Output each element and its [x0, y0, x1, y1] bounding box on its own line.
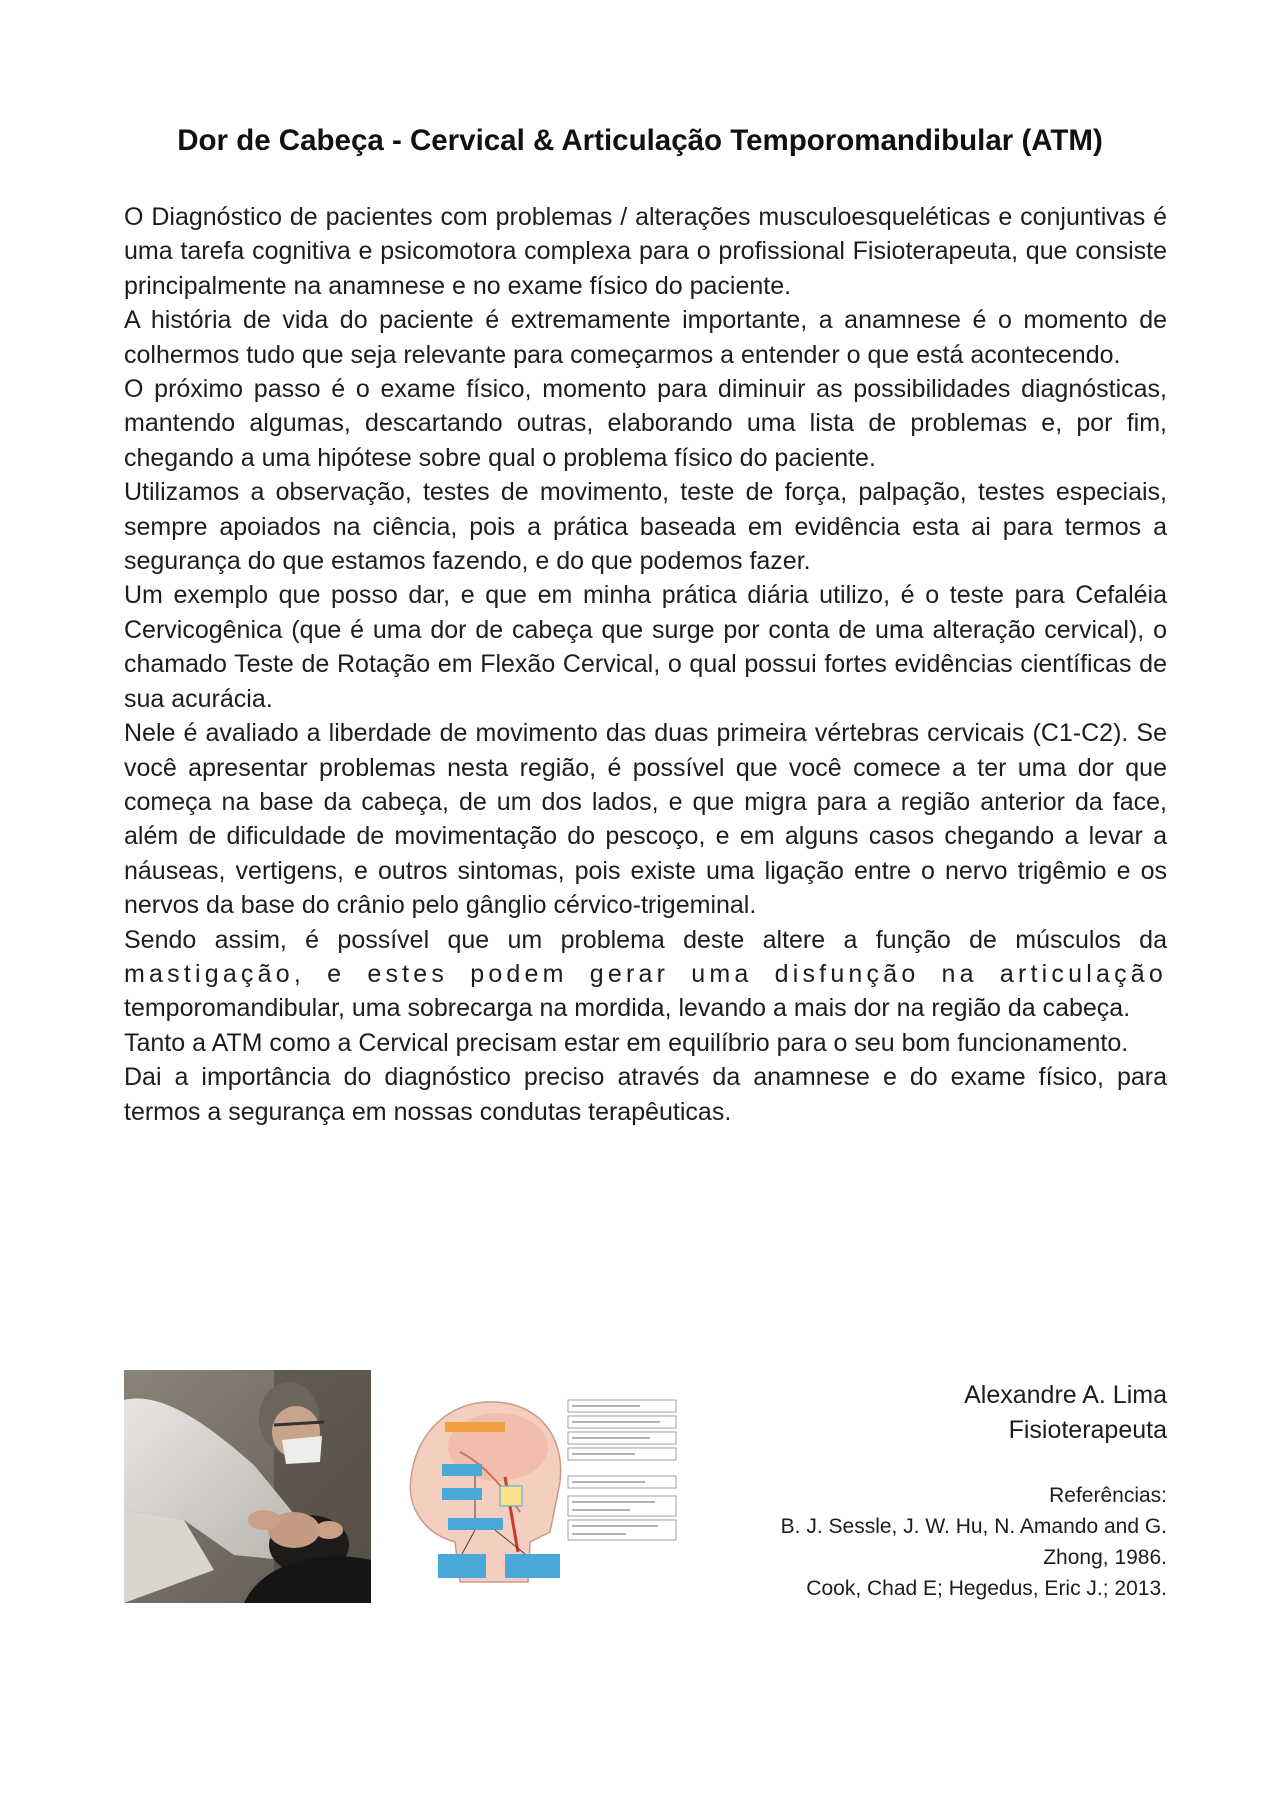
- paragraph: A história de vida do paciente é extremamente importante, a anamnese é o momento de colhermos tudo que seja relevante para começarmos a entender o que está acontecendo.: [124, 306, 1167, 369]
- reference-item: B. J. Sessle, J. W. Hu, N. Amando and G.: [780, 1515, 1167, 1538]
- paragraph-line: temporomandibular, uma sobrecarga na mordida, levando a mais dor na região da cabeça.: [124, 994, 1131, 1023]
- author-name: Alexandre A. Lima: [964, 1381, 1167, 1409]
- paragraph: O próximo passo é o exame físico, momento para diminuir as possibilidades diagnósticas, mantendo algumas, descartando outras, elaborando uma lista de problemas e, por fim, chegando a uma hipótese sobre qual o problema físico do paciente.: [124, 375, 1167, 472]
- references: [707, 1480, 1167, 1604]
- examination-photo: [124, 1370, 371, 1603]
- references-heading: Referências:: [1049, 1484, 1167, 1507]
- trigeminocervical-diagram: [400, 1392, 685, 1597]
- document-body: [124, 200, 1167, 1129]
- paragraph: [124, 923, 1167, 1026]
- paragraph: Dai a importância do diagnóstico preciso através da anamnese e do exame físico, para termos a segurança em nossas condutas terapêuticas.: [124, 1063, 1167, 1126]
- reference-item: Cook, Chad E; Hegedus, Eric J.; 2013.: [806, 1577, 1167, 1600]
- paragraph: Nele é avaliado a liberdade de movimento das duas primeira vértebras cervicais (C1-C2). Se você apresentar problemas nesta região, é possível que você comece a ter uma dor que começa na base da cabeça, de um dos lados, e que migra para a região anterior da face, além de dificuldade de movimentação do pescoço, e em alguns casos chegando a levar a náuseas, vertigens, e outros sintomas, pois existe uma ligação entre o nervo trigêmio e os nervos da base do crânio pelo gânglio cérvico-trigeminal.: [124, 719, 1167, 920]
- author-role: Fisioterapeuta: [1008, 1415, 1167, 1444]
- author-block: [964, 1378, 1167, 1447]
- paragraph: Um exemplo que posso dar, e que em minha prática diária utilizo, é o teste para Cefaléia Cervicogênica (que é uma dor de cabeça que surge por conta de uma alteração cervical), o chamado Teste de Rotação em Flexão Cervical, o qual possui fortes evidências científicas de sua acurácia.: [124, 581, 1167, 713]
- paragraph-line-spaced: mastigação, e estes podem gerar uma disfunção na articulação: [124, 959, 1167, 988]
- document-title: Dor de Cabeça - Cervical & Articulação Temporomandibular (ATM): [177, 124, 1103, 157]
- paragraph: Tanto a ATM como a Cervical precisam estar em equilíbrio para o seu bom funcionamento.: [124, 1028, 1129, 1057]
- paragraph: Utilizamos a observação, testes de movimento, teste de força, palpação, testes especiais, sempre apoiados na ciência, pois a prática baseada em evidência esta ai para termos a segurança do que estamos fazendo, e do que podemos fazer.: [124, 478, 1167, 576]
- paragraph-line: Sendo assim, é possível que um problema deste altere a função de músculos da: [124, 925, 1167, 954]
- paragraph: O Diagnóstico de pacientes com problemas / alterações musculoesqueléticas e conjuntivas é uma tarefa cognitiva e psicomotora complexa para o profissional Fisioterapeuta, que consiste principalmente na anamnese e no exame físico do paciente.: [124, 203, 1167, 300]
- reference-item: Zhong, 1986.: [1043, 1546, 1167, 1569]
